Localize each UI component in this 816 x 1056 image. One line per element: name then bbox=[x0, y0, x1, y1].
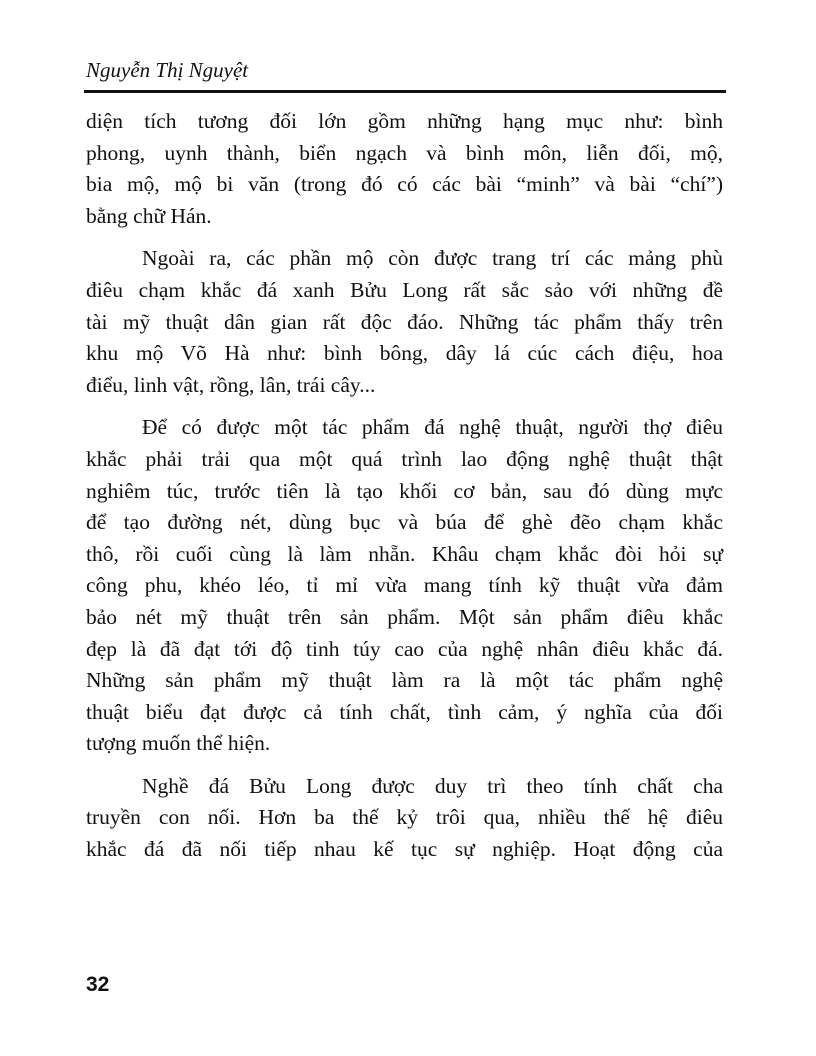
text-line: công phu, khéo léo, tỉ mỉ vừa mang tính kỹ thuật vừa đảm bbox=[86, 573, 723, 598]
paragraph bbox=[86, 106, 723, 232]
paragraph bbox=[86, 412, 723, 760]
text-line: bảo nét mỹ thuật trên sản phẩm. Một sản phẩm điêu khắc bbox=[86, 604, 723, 629]
page-number: 32 bbox=[86, 973, 110, 996]
text-line: Ngoài ra, các phần mộ còn được trang trí các mảng phù bbox=[142, 246, 723, 271]
text-line: Để có được một tác phẩm đá nghệ thuật, người thợ điêu bbox=[142, 415, 723, 440]
text-line: đẹp là đã đạt tới độ tinh túy cao của nghệ nhân điêu khắc đá. bbox=[86, 636, 723, 661]
text-line: truyền con nối. Hơn ba thế kỷ trôi qua, nhiều thế hệ điêu bbox=[86, 805, 723, 830]
text-line: tượng muốn thể hiện. bbox=[86, 731, 271, 756]
text-line: tài mỹ thuật dân gian rất độc đáo. Những tác phẩm thấy trên bbox=[86, 309, 723, 334]
text-line: khắc phải trải qua một quá trình lao động nghệ thuật thật bbox=[86, 446, 723, 471]
text-line: bằng chữ Hán. bbox=[86, 203, 212, 228]
header-rule bbox=[84, 90, 726, 93]
text-line: điêu chạm khắc đá xanh Bửu Long rất sắc sảo với những đề bbox=[86, 277, 723, 302]
text-line: phong, uynh thành, biển ngạch và bình môn, liễn đối, mộ, bbox=[86, 140, 723, 165]
paragraph bbox=[86, 771, 723, 866]
text-line: thô, rồi cuối cùng là làm nhẵn. Khâu chạm khắc đòi hỏi sự bbox=[86, 541, 723, 566]
running-header-author: Nguyễn Thị Nguyệt bbox=[86, 58, 249, 82]
text-line: điểu, linh vật, rồng, lân, trái cây... bbox=[86, 372, 376, 397]
paragraph bbox=[86, 243, 723, 401]
text-line: để tạo đường nét, dùng bục và búa để ghè đẽo chạm khắc bbox=[86, 510, 723, 535]
text-line: nghiêm túc, trước tiên là tạo khối cơ bản, sau đó dùng mực bbox=[86, 478, 723, 503]
body-text bbox=[86, 106, 723, 877]
text-line: bia mộ, mộ bi văn (trong đó có các bài “minh” và bài “chí”) bbox=[86, 172, 723, 197]
text-line: thuật biểu đạt được cả tính chất, tình cảm, ý nghĩa của đối bbox=[86, 699, 723, 724]
text-line: Những sản phẩm mỹ thuật làm ra là một tác phẩm nghệ bbox=[86, 668, 723, 693]
text-line: khắc đá đã nối tiếp nhau kế tục sự nghiệp. Hoạt động của bbox=[86, 837, 723, 862]
text-line: khu mộ Võ Hà như: bình bông, dây lá cúc cách điệu, hoa bbox=[86, 341, 723, 366]
text-line: Nghề đá Bửu Long được duy trì theo tính chất cha bbox=[142, 773, 723, 798]
text-line: diện tích tương đối lớn gồm những hạng mục như: bình bbox=[86, 109, 723, 133]
